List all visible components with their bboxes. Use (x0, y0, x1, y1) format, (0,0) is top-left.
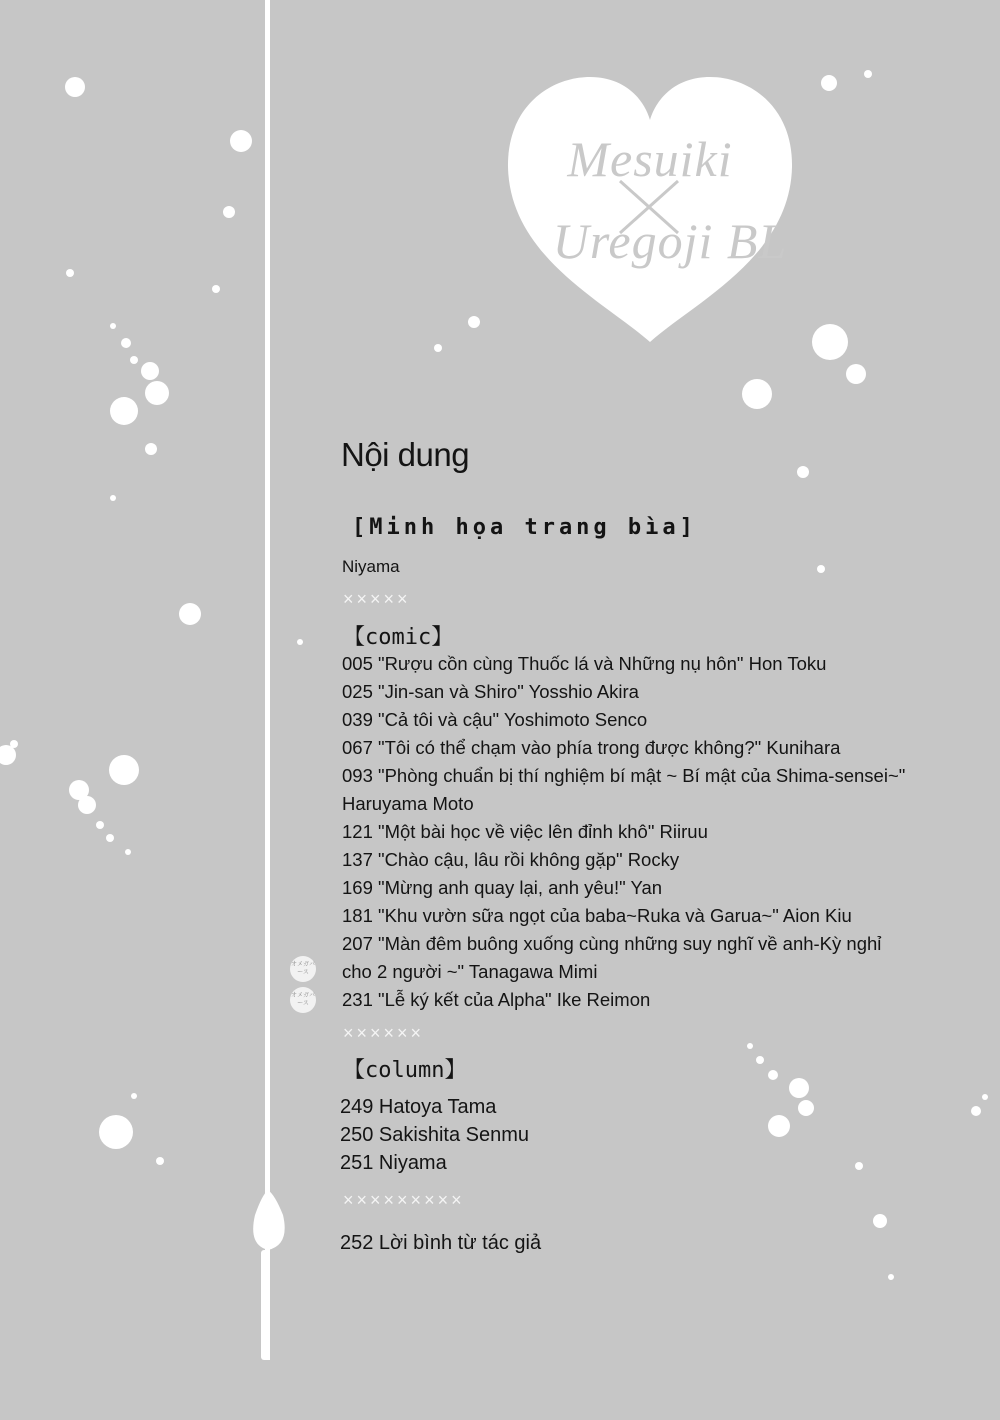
omegaverse-badge: オメガバース (290, 956, 316, 982)
list-item: 093 "Phòng chuẩn bị thí nghiệm bí mật ~ Bí mật của Shima-sensei~" (342, 765, 906, 786)
comic-list (342, 650, 905, 1014)
list-item: cho 2 người ~" Tanagawa Mimi (342, 961, 598, 982)
afterword-entry: 252 Lời bình từ tác giả (340, 1232, 542, 1254)
list-item: 207 "Màn đêm buông xuống cùng những suy nghĩ về anh-Kỳ nghỉ (342, 933, 882, 954)
list-item: 251 Niyama (340, 1152, 447, 1174)
column-list (340, 1093, 529, 1177)
separator-3: ××××××××× (343, 1190, 465, 1210)
heart-line-1: Mesuiki (567, 131, 733, 187)
list-item: 067 "Tôi có thể chạm vào phía trong được không?" Kunihara (342, 737, 841, 758)
heart-logo (505, 72, 795, 347)
list-item: 025 "Jin-san và Shiro" Yosshio Akira (342, 681, 639, 702)
illustration-heading: [Minh họa trang bìa] (352, 515, 697, 540)
list-item: 249 Hatoya Tama (340, 1096, 497, 1118)
drip-line (265, 0, 270, 1360)
list-item: Haruyama Moto (342, 793, 474, 814)
page-title: Nội dung (341, 436, 470, 473)
list-item: 181 "Khu vườn sữa ngọt của baba~Ruka và Garua~" Aion Kiu (342, 905, 852, 926)
omegaverse-badge: オメガバース (290, 987, 316, 1013)
list-item: 137 "Chào cậu, lâu rồi không gặp" Rocky (342, 849, 680, 870)
list-item: 250 Sakishita Senmu (340, 1124, 530, 1146)
list-item: 039 "Cả tôi và cậu" Yoshimoto Senco (342, 709, 648, 730)
separator-1: ××××× (343, 589, 411, 609)
comic-heading: 【comic】 (343, 625, 454, 650)
drip-blob (253, 1190, 285, 1250)
column-heading: 【column】 (343, 1058, 467, 1083)
list-item: 231 "Lễ ký kết của Alpha" Ike Reimon (342, 989, 651, 1010)
heart-line-2: Uregoji BL (552, 213, 788, 269)
separator-2: ×××××× (343, 1023, 425, 1043)
illustration-artist: Niyama (342, 557, 400, 576)
list-item: 169 "Mừng anh quay lại, anh yêu!" Yan (342, 877, 663, 898)
list-item: 005 "Rượu cồn cùng Thuốc lá và Những nụ hôn" Hon Toku (342, 653, 827, 674)
list-item: 121 "Một bài học về việc lên đỉnh khô" Riiruu (342, 821, 708, 842)
